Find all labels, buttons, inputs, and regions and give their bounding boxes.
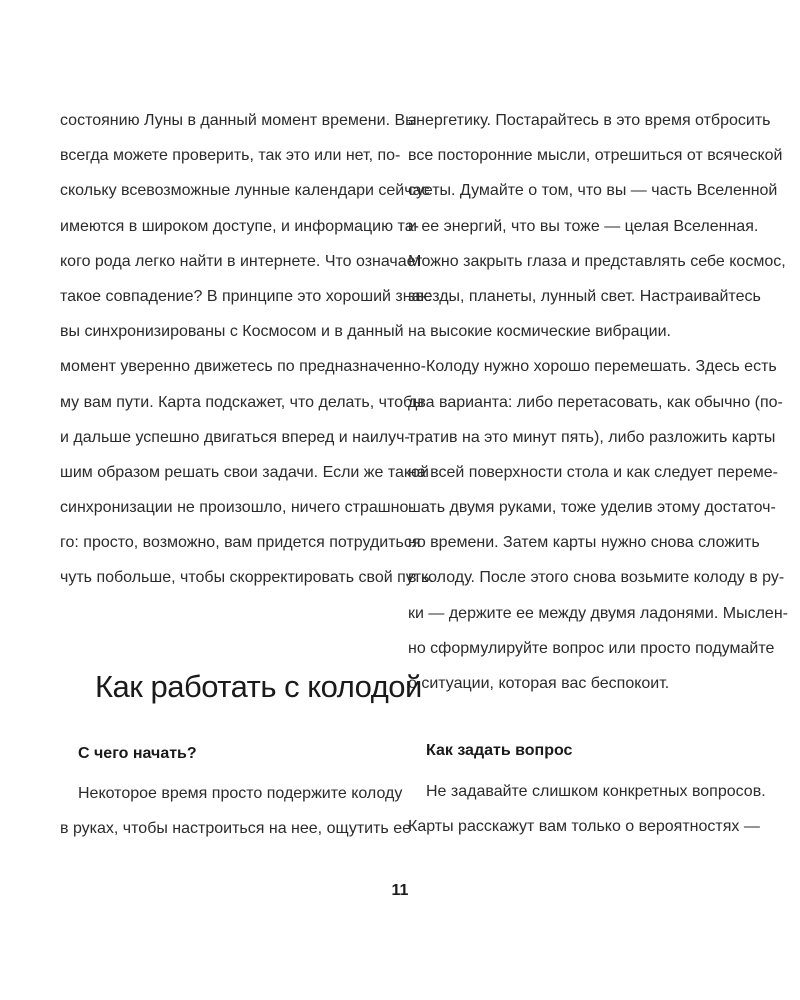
text-line: энергетику. Постарайтесь в это время отбросить [408, 112, 771, 129]
text-line: но времени. Затем карты нужно снова сложить [408, 534, 760, 552]
right-section-text [408, 774, 766, 844]
left-section-text [60, 776, 411, 846]
text-line: на всей поверхности стола и как следует переме- [408, 463, 778, 481]
text-line: всегда можете проверить, так это или нет, по- [60, 147, 401, 165]
page-number: 11 [391, 882, 409, 899]
text-line: шим образом решать свои задачи. Если же такой [60, 463, 429, 481]
text-line: чуть побольше, чтобы скорректировать свой путь. [60, 569, 434, 587]
text-line: в колоду. После этого снова возьмите колоду в ру- [408, 569, 785, 587]
left-column-text [60, 103, 434, 596]
text-line: шать двумя руками, тоже уделив этому достаточ- [408, 499, 776, 517]
text-line: звезды, планеты, лунный свет. Настраивайтесь [408, 287, 761, 305]
text-line: ки — держите ее между двумя ладонями. Мыслен- [408, 604, 788, 622]
text-line: Колоду нужно хорошо перемешать. Здесь есть [426, 358, 777, 376]
text-line: в руках, чтобы настроиться на нее, ощутить ее [60, 820, 411, 838]
text-line: и дальше успешно двигаться вперед и наилуч- [60, 428, 410, 446]
text-line: но сформулируйте вопрос или просто подумайте [408, 639, 775, 657]
text-line: все посторонние мысли, отрешиться от всяческой [408, 147, 783, 165]
text-line: два варианта: либо перетасовать, как обычно (по- [408, 393, 783, 411]
subheading-how-to-ask: Как задать вопрос [426, 742, 573, 759]
text-line: момент уверенно движетесь по предназначенно- [60, 358, 426, 376]
text-line: го: просто, возможно, вам придется потрудиться [60, 534, 421, 552]
text-line: синхронизации не произошло, ничего страшно- [60, 499, 414, 517]
section-heading: Как работать с колодой [95, 669, 422, 704]
text-line: и ее энергий, что вы тоже — целая Вселенная. [408, 217, 759, 235]
text-line: скольку всевозможные лунные календари сейчас [60, 182, 430, 200]
text-line: о ситуации, которая вас беспокоит. [408, 675, 670, 692]
text-line: состоянию Луны в данный момент времени. Вы [60, 112, 417, 129]
text-line: кого рода легко найти в интернете. Что означает [60, 252, 423, 270]
text-line: Можно закрыть глаза и представлять себе космос, [408, 252, 786, 270]
text-line: на высокие космические вибрации. [408, 323, 671, 341]
text-line: Некоторое время просто подержите колоду [78, 785, 403, 802]
text-line: суеты. Думайте о том, что вы — часть Вселенной [408, 182, 778, 200]
text-line: такое совпадение? В принципе это хороший знак: [60, 287, 432, 305]
text-line: Карты расскажут вам только о вероятностях — [408, 818, 760, 836]
text-line: му вам пути. Карта подскажет, что делать, чтобы [60, 393, 424, 411]
text-line: имеются в широком доступе, и информацию та- [60, 217, 419, 235]
text-line: тратив на это минут пять), либо разложить карты [408, 428, 776, 446]
text-line: Не задавайте слишком конкретных вопросов. [426, 783, 766, 800]
subheading-how-to-start: С чего начать? [78, 745, 197, 762]
text-line: вы синхронизированы с Космосом и в данный [60, 323, 404, 341]
right-column-text [408, 103, 788, 701]
